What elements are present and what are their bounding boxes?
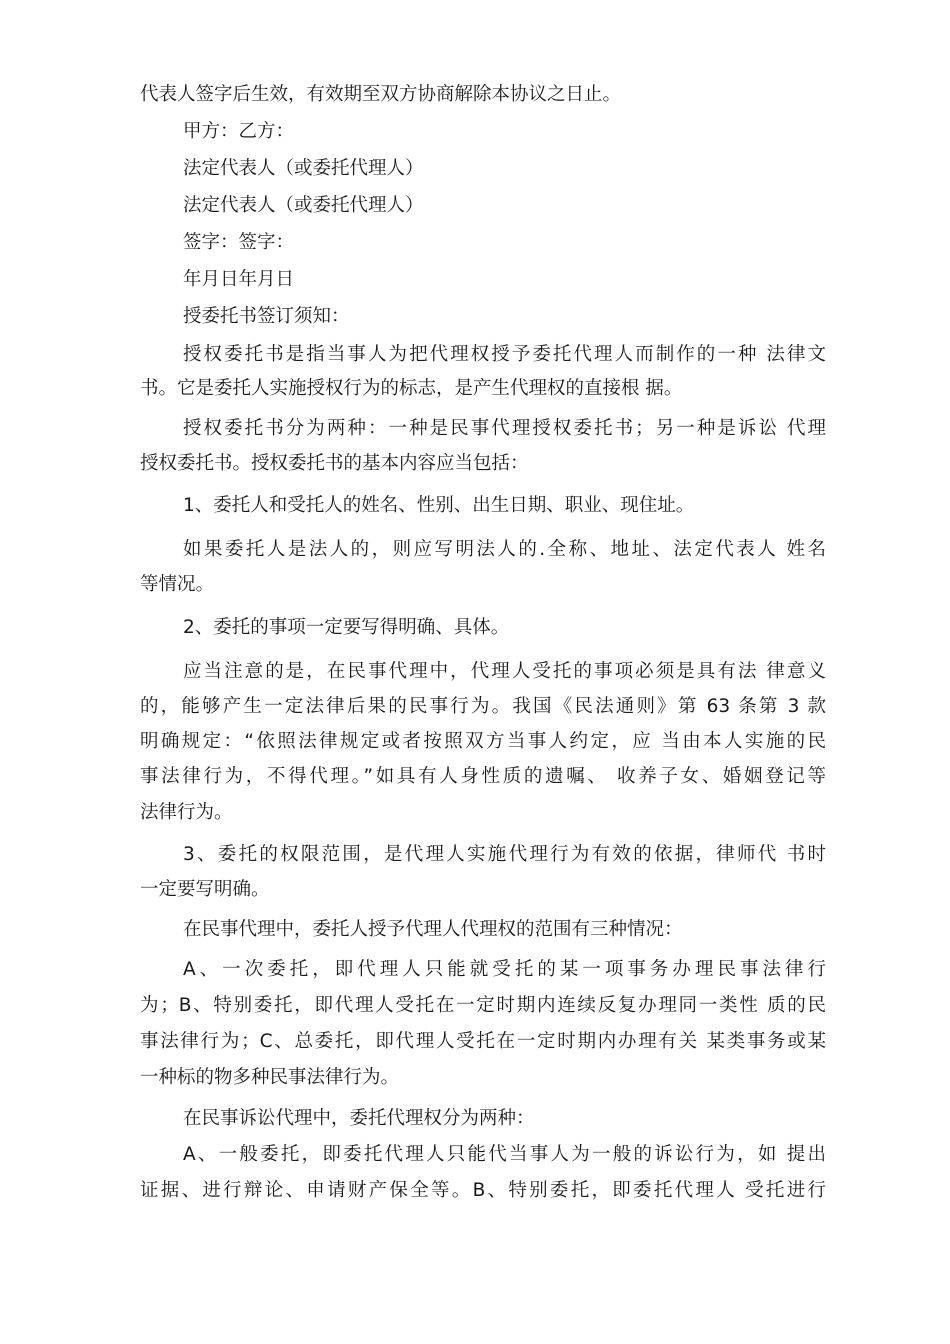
text-line: 在民事诉讼代理中，委托代理权分为两种：	[183, 1108, 535, 1129]
text-line: 事法律行为；C、总委托，即代理人受托在一定时期内办理有关 某类事务或某	[140, 1031, 826, 1052]
text-line: 如果委托人是法人的，则应写明法人的.全称、地址、法定代表人 姓名	[183, 539, 826, 560]
text-line: 等情况。	[140, 574, 215, 595]
text-line: 授委托书签订须知：	[183, 306, 350, 327]
text-line: 应当注意的是，在民事代理中，代理人受托的事项必须是具有法 律意义	[183, 661, 826, 682]
text-line: 甲方：乙方：	[183, 121, 295, 142]
text-line: 法定代表人（或委托代理人）	[183, 195, 424, 216]
text-line: 事法律行为，不得代理。”如具有人身性质的遗嘱、 收养子女、婚姻登记等	[140, 766, 826, 787]
text-line: 为；B、特别委托，即代理人受托在一定时期内连续反复办理同一类性 质的民	[140, 995, 826, 1016]
text-line: 书。它是委托人实施授权行为的标志，是产生代理权的直接根 据。	[140, 378, 683, 399]
text-line: A、一次委托，即代理人只能就受托的某一项事务办理民事法律行	[183, 959, 826, 980]
text-line: 授权委托书分为两种：一种是民事代理授权委托书；另一种是诉讼 代理	[183, 418, 826, 439]
text-line: 在民事代理中，委托人授予代理人代理权的范围有三种情况：	[183, 919, 683, 940]
text-line: 年月日年月日	[183, 269, 295, 290]
text-line: 的，能够产生一定法律后果的民事行为。我国《民法通则》第 63 条第 3 款	[140, 696, 826, 717]
text-line: 法律行为。	[140, 802, 233, 823]
text-line: 一定要写明确。	[140, 879, 270, 900]
text-line: 1、委托人和受托人的姓名、性别、出生日期、职业、现住址。	[183, 495, 695, 516]
text-line: 授权委托书是指当事人为把代理权授予委托代理人而制作的一种 法律文	[183, 344, 826, 365]
text-line: 签字：签字：	[183, 232, 295, 253]
text-line: 一种标的物多种民事法律行为。	[140, 1067, 400, 1088]
text-line: 明确规定：“依照法律规定或者按照双方当事人约定，应 当由本人实施的民	[140, 731, 826, 752]
text-line: 证据、进行辩论、申请财产保全等。B、特别委托，即委托代理人 受托进行	[140, 1180, 826, 1201]
text-line: 2、委托的事项一定要写得明确、具体。	[183, 617, 510, 638]
text-line: 法定代表人（或委托代理人）	[183, 158, 424, 179]
text-line: A、一般委托，即委托代理人只能代当事人为一般的诉讼行为，如 提出	[183, 1144, 826, 1165]
text-line: 授权委托书。授权委托书的基本内容应当包括：	[140, 453, 529, 474]
text-line: 代表人签字后生效，有效期至双方协商解除本协议之日止。	[140, 84, 622, 105]
text-line: 3、委托的权限范围，是代理人实施代理行为有效的依据，律师代 书时	[183, 844, 826, 865]
